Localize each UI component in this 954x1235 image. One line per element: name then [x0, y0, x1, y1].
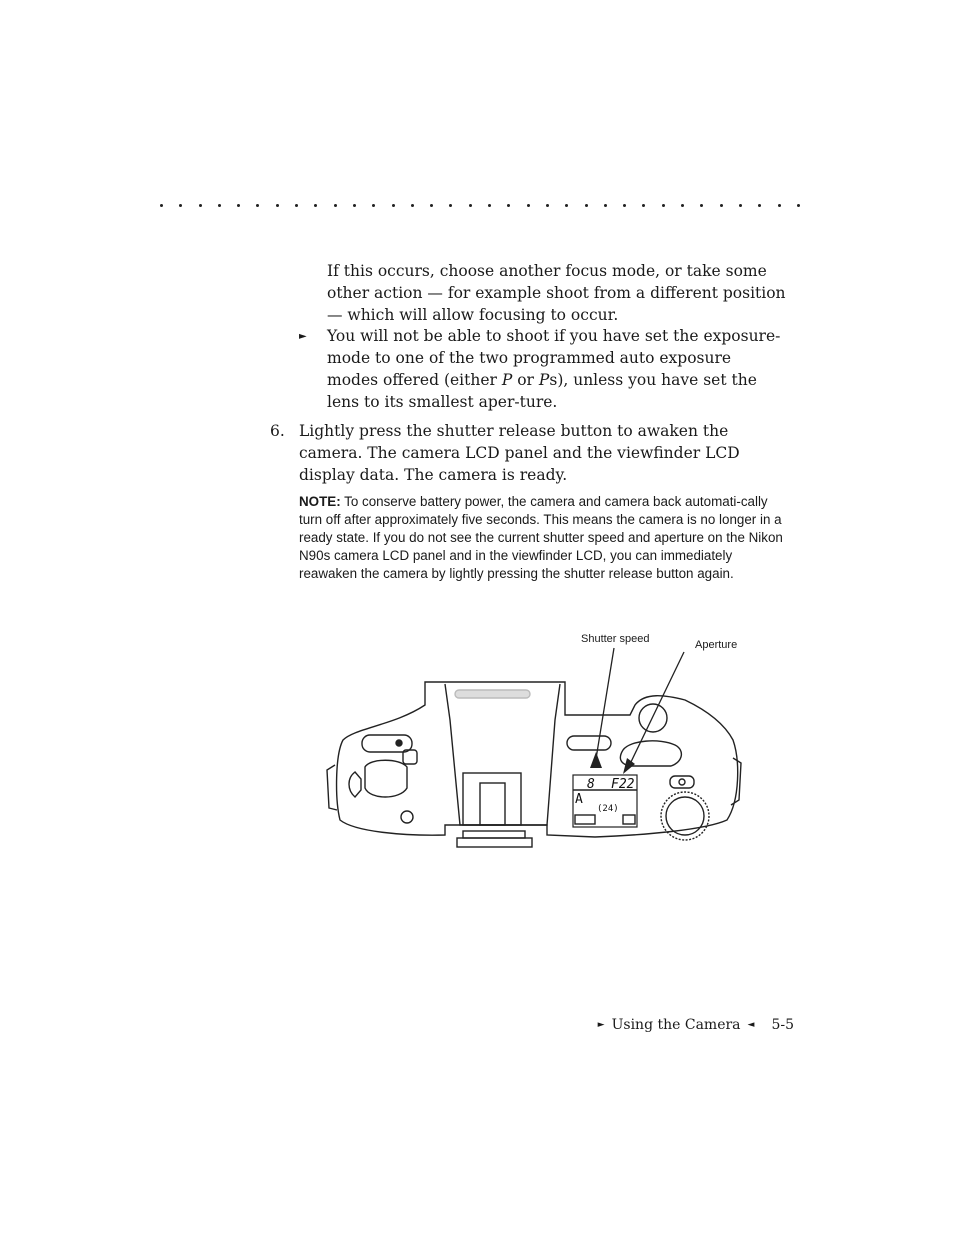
left-side-strap — [327, 765, 337, 810]
step-number: 6. — [270, 422, 285, 440]
left-top-button-dot — [396, 740, 402, 746]
p2-mode-ps-sub: s — [549, 371, 558, 389]
page-footer — [598, 1017, 794, 1033]
camera-top-diagram — [315, 640, 755, 860]
shutter-release-disc — [639, 704, 667, 732]
p2-mode-ps: P — [538, 371, 550, 389]
main-command-dial — [661, 792, 709, 840]
left-mode-button — [349, 772, 361, 797]
p2-part-or: or — [512, 371, 539, 389]
lcd-film-icon — [623, 815, 635, 824]
metering-button — [670, 776, 694, 788]
footer-right-marker: ◄ — [747, 1020, 755, 1030]
aperture-pointer — [630, 652, 684, 764]
lcd-frame-counter: (24) — [597, 804, 619, 814]
paragraph-focus-mode: If this occurs, choose another focus mode, or take some other action — for example shoot from a different position — which will allow focusing to occur. — [327, 262, 786, 324]
label-aperture: Aperture — [695, 639, 738, 651]
lcd-battery-icon — [575, 815, 595, 824]
metering-icon — [679, 779, 685, 785]
note-block — [299, 493, 789, 583]
self-timer-button — [401, 811, 413, 823]
paragraph-exposure-mode — [327, 325, 787, 413]
lcd-shutter-readout: 8 — [587, 777, 595, 792]
hot-shoe-inner — [480, 783, 505, 825]
note-text: To conserve battery power, the camera and camera back automati-cally turn off after approximately five seconds. This means the camera is no longer in a ready state. If you do not see the current shutter speed and aperture on the Nikon N90s camera LCD panel and in the viewfinder LCD, you can immediately reawaken the camera by lightly pressing the shutter release button again. — [299, 494, 783, 581]
footer-section-title: Using the Camera — [611, 1017, 741, 1033]
lcd-aperture-readout: F22 — [611, 777, 635, 792]
lens-mount-ring — [463, 831, 525, 838]
left-top-button — [362, 735, 412, 752]
header-dot-rule — [160, 204, 800, 218]
footer-page-number: 5-5 — [771, 1017, 794, 1033]
paragraph-step-six: Lightly press the shutter release button to awaken the camera. The camera LCD panel and the viewfinder LCD display data. The camera is ready. — [299, 422, 740, 484]
prism-window — [455, 690, 530, 698]
right-front-button — [567, 736, 611, 750]
bullet-marker: ► — [299, 331, 307, 342]
camera-body-outline — [337, 682, 738, 837]
p2-part-a: You will not be able to shoot if you have set the exposure-mode to one of the two programmed auto exposure modes offered (either — [327, 327, 781, 389]
p2-part-b: ), unless you have set the lens to its smallest aper-ture. — [327, 371, 757, 411]
footer-left-marker: ► — [597, 1020, 605, 1030]
p2-mode-p: P — [501, 371, 513, 389]
hot-shoe — [463, 773, 521, 825]
note-label: NOTE: — [299, 494, 341, 509]
label-shutter-speed: Shutter speed — [581, 633, 650, 645]
lcd-mode-readout: A — [575, 792, 583, 807]
shutter-speed-arrowhead — [590, 752, 602, 768]
shutter-speed-pointer — [595, 648, 614, 765]
prism-housing — [445, 684, 560, 825]
command-dial-left — [365, 760, 407, 797]
lens-mount — [457, 838, 532, 847]
